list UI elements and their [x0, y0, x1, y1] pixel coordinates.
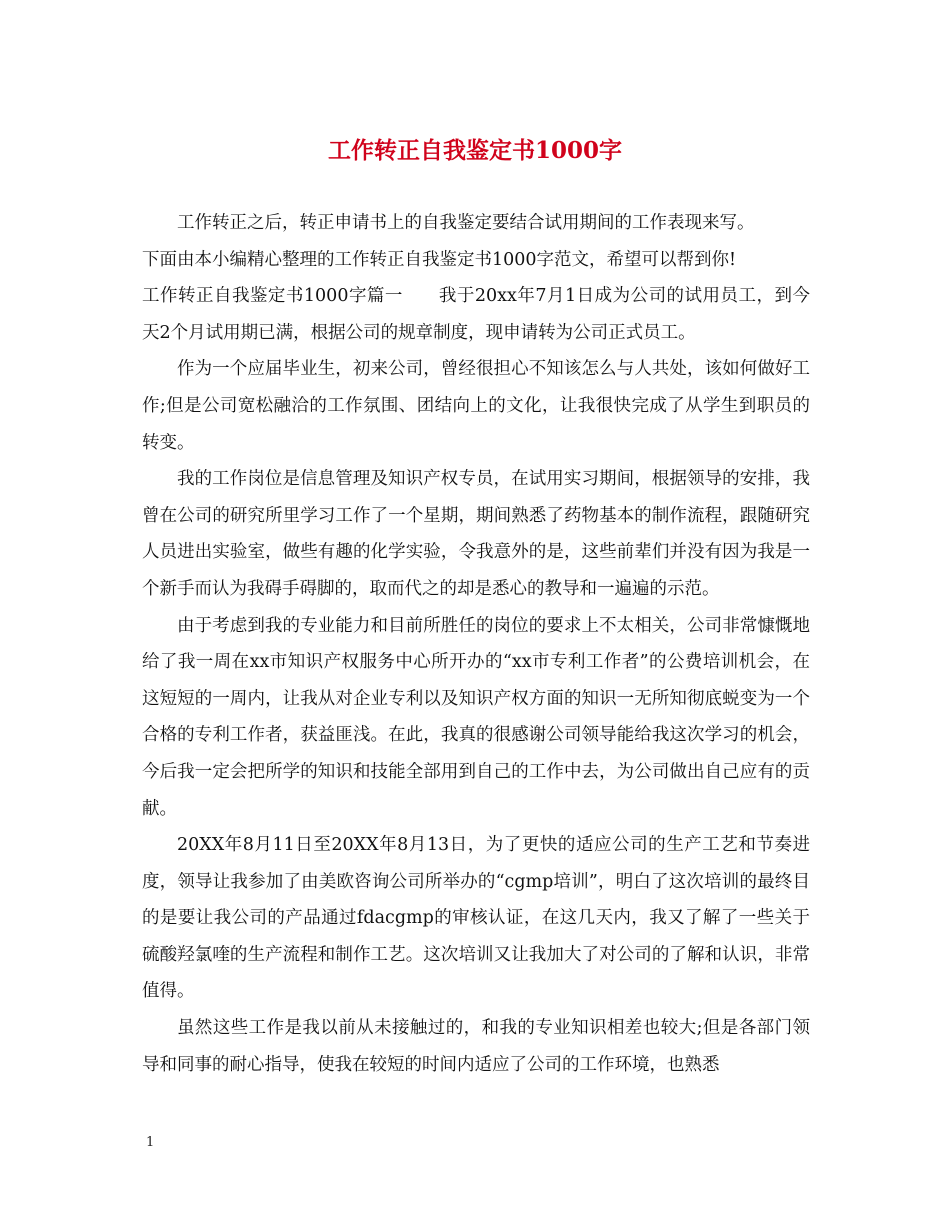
paragraph-intro-2: 下面由本小编精心整理的工作转正自我鉴定书1000字范文，希望可以帮到你! — [142, 249, 737, 270]
paragraph-cgmp: 20XX年8月11日至20XX年8月13日，为了更快的适应公司的生产工艺和节奏进度，领导让我参加了由美欧咨询公司所举办的“cgmp培训”，明白了这次培训的最终目的是要让我公司的产品通过fdacgmp的审核认证，在这几天内，我又了解了一些关于硫酸羟氯喹的生产流程和制作工艺。这次培训又让我加大了对公司的了解和认识，非常值得。 — [142, 835, 810, 1002]
paragraph-guidance: 虽然这些工作是我以前从未接触过的，和我的专业知识相差也较大;但是各部门领导和同事的耐心指导，使我在较短的时间内适应了公司的工作环境，也熟悉 — [142, 1018, 810, 1075]
document-body — [142, 205, 810, 1083]
paragraph-part-one-heading: 工作转正自我鉴定书1000字篇一 我于20xx年7月1日成为公司的试用员工，到今天2个月试用期已满，根据公司的规章制度，现申请转为公司正式员工。 — [142, 286, 810, 343]
paragraph-graduate: 作为一个应届毕业生，初来公司，曾经很担心不知该怎么与人共处，该如何做好工作;但是公司宽松融洽的工作氛围、团结向上的文化，让我很快完成了从学生到职员的转变。 — [142, 359, 810, 453]
paragraph-position: 我的工作岗位是信息管理及知识产权专员，在试用实习期间，根据领导的安排，我曾在公司的研究所里学习工作了一个星期，期间熟悉了药物基本的制作流程，跟随研究人员进出实验室，做些有趣的化学实验，令我意外的是，这些前辈们并没有因为我是一个新手而认为我碍手碍脚的，取而代之的却是悉心的教导和一遍遍的示范。 — [142, 469, 810, 599]
document-title: 工作转正自我鉴定书1000字 — [327, 137, 622, 164]
page-number: 1 — [146, 1135, 155, 1150]
paragraph-training: 由于考虑到我的专业能力和目前所胜任的岗位的要求上不太相关，公司非常慷慨地给了我一周在xx市知识产权服务中心所开办的“xx市专利工作者”的公费培训机会，在这短短的一周内，让我从对企业专利以及知识产权方面的知识一无所知彻底蜕变为一个合格的专利工作者，获益匪浅。在此，我真的很感谢公司领导能给我这次学习的机会，今后我一定会把所学的知识和技能全部用到自己的工作中去，为公司做出自己应有的贡献。 — [142, 615, 810, 819]
paragraph-intro: 工作转正之后，转正申请书上的自我鉴定要结合试用期间的工作表现来写。 — [177, 213, 755, 233]
